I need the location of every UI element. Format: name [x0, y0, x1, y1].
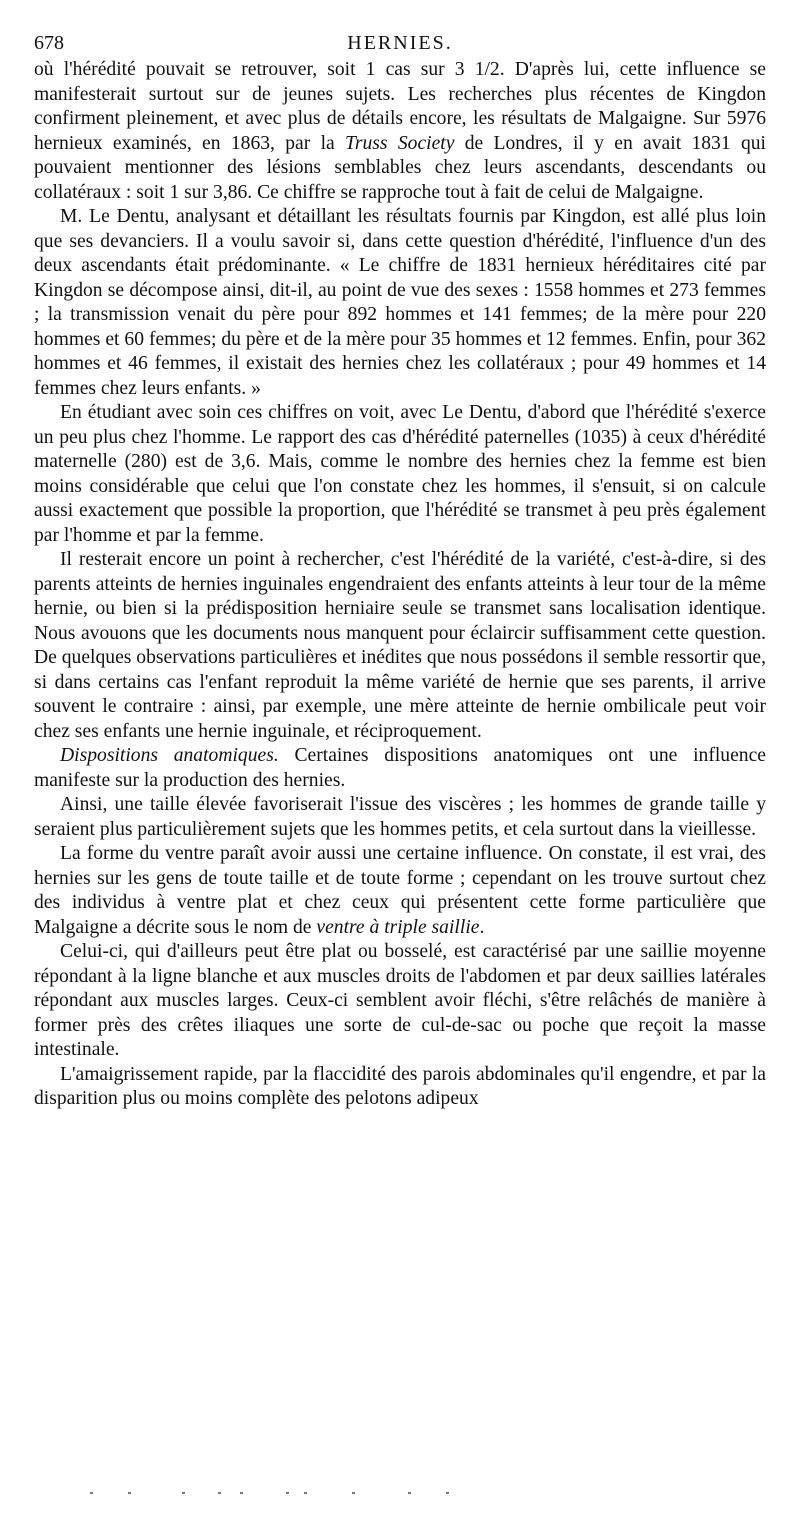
running-title: HERNIES.: [347, 32, 453, 54]
text-segment: M. Le Dentu, analysant et détaillant les résultats fournis par Kingdon, est allé plus loin que ses devanciers. Il a voulu savoir si, dans cette question d'hérédité, l'influence d'un des deux ascendants était prédominante. « Le chiffre de 1831 hernieux héréditaires cité par Kingdon se décompose ainsi, dit-il, au point de vue des sexes : 1558 hommes et 273 femmes ; la transmission venait du père pour 892 hommes et 141 femmes; de la mère pour 220 hommes et 60 femmes; du père et de la mère pour 35 hommes et 12 femmes. Enfin, pour 362 hommes et 46 femmes, il existait des hernies chez les collatéraux ; pour 49 hommes et 14 femmes chez leurs enfants. »: [34, 206, 766, 399]
paragraph: [34, 744, 766, 793]
paragraph: [34, 1063, 766, 1112]
page-number: 678: [34, 32, 64, 54]
italic-text-segment: ventre à triple saillie: [316, 916, 480, 938]
text-segment: La forme du ventre paraît avoir aussi une certaine influence. On constate, il est vrai, des hernies sur les gens de toute taille et de toute forme ; cependant on les trouve surtout chez des individus à ventre plat et chez ceux qui présentent cette forme particulière que Malgaigne a décrite sous le nom de: [34, 843, 766, 938]
bottom-print-specks: [90, 1490, 510, 1496]
text-segment: où l'hérédité pouvait se retrouver, soit 1 cas sur 3 1/2. D'après lui, cette influence se manifesterait surtout sur de jeunes sujets. Les recherches plus récentes de Kingdon confirment pleinement, et avec plus de détails encore, les résultats de Malgaigne. Sur 5976 hernieux examinés, en 1863, par la: [34, 59, 766, 154]
italic-text-segment: Truss Society: [345, 132, 455, 154]
running-header: [34, 28, 766, 58]
text-segment: Ainsi, une taille élevée favoriserait l'issue des viscères ; les hommes de grande taille y seraient plus particulièrement sujets que les hommes petits, et cela surtout dans la vieillesse.: [34, 794, 766, 840]
text-segment: .: [479, 916, 485, 938]
paragraph: [34, 940, 766, 1063]
text-segment: Certaines dispositions anatomiques ont une influence manifeste sur la production des hernies.: [34, 745, 766, 791]
document-page: [34, 28, 766, 1112]
body-text: [34, 58, 766, 1112]
paragraph: [34, 842, 766, 940]
text-segment: de Londres, il y en avait 1831 qui pouvaient mentionner des lésions semblables chez leurs ascendants, descendants ou collatéraux : soit 1 sur 3,86. Ce chiffre se rapproche tout à fait de celui de Malgaigne.: [34, 132, 766, 203]
italic-text-segment: Dispositions anatomiques.: [60, 745, 279, 766]
paragraph: [34, 205, 766, 401]
text-segment: L'amaigrissement rapide, par la flaccidité des parois abdominales qu'il engendre, et par la disparition plus ou moins complète des pelotons adipeux: [34, 1063, 766, 1109]
text-segment: Il resterait encore un point à rechercher, c'est l'hérédité de la variété, c'est-à-dire, si des parents atteints de hernies inguinales engendraient des enfants atteints à leur tour de la même hernie, ou bien si la prédisposition herniaire seule se transmet sans localisation identique. Nous avouons que les documents nous manquent pour éclaircir suffisamment cette question. De quelques observations particulières et inédites que nous possédons il semble ressortir que, si dans certains cas l'enfant reproduit la même variété de hernie que ses parents, il arrive souvent le contraire : ainsi, par exemple, une mère atteinte de hernie ombilicale peut voir chez ses enfants une hernie inguinale, et réciproquement.: [34, 549, 766, 742]
paragraph: [34, 58, 766, 205]
text-segment: En étudiant avec soin ces chiffres on voit, avec Le Dentu, d'abord que l'hérédité s'exerce un peu plus chez l'homme. Le rapport des cas d'hérédité paternelles (1035) à ceux d'hérédité maternelle (280) est de 3,6. Mais, comme le nombre des hernies chez la femme est bien moins considérable que celui que l'on constate chez les hommes, il s'ensuit, si on calcule aussi exactement que possible la proportion, que l'hérédité se transmet à peu près également par l'homme et par la femme.: [34, 402, 766, 546]
text-segment: Celui-ci, qui d'ailleurs peut être plat ou bosselé, est caractérisé par une saillie moyenne répondant à la ligne blanche et aux muscles droits de l'abdomen et par deux saillies latérales répondant aux muscles larges. Ceux-ci semblent avoir fléchi, s'être relâchés de manière à former près des crêtes iliaques une sorte de cul-de-sac ou poche que reçoit la masse intestinale.: [34, 941, 766, 1060]
paragraph: [34, 793, 766, 842]
paragraph: [34, 548, 766, 744]
paragraph: [34, 401, 766, 548]
